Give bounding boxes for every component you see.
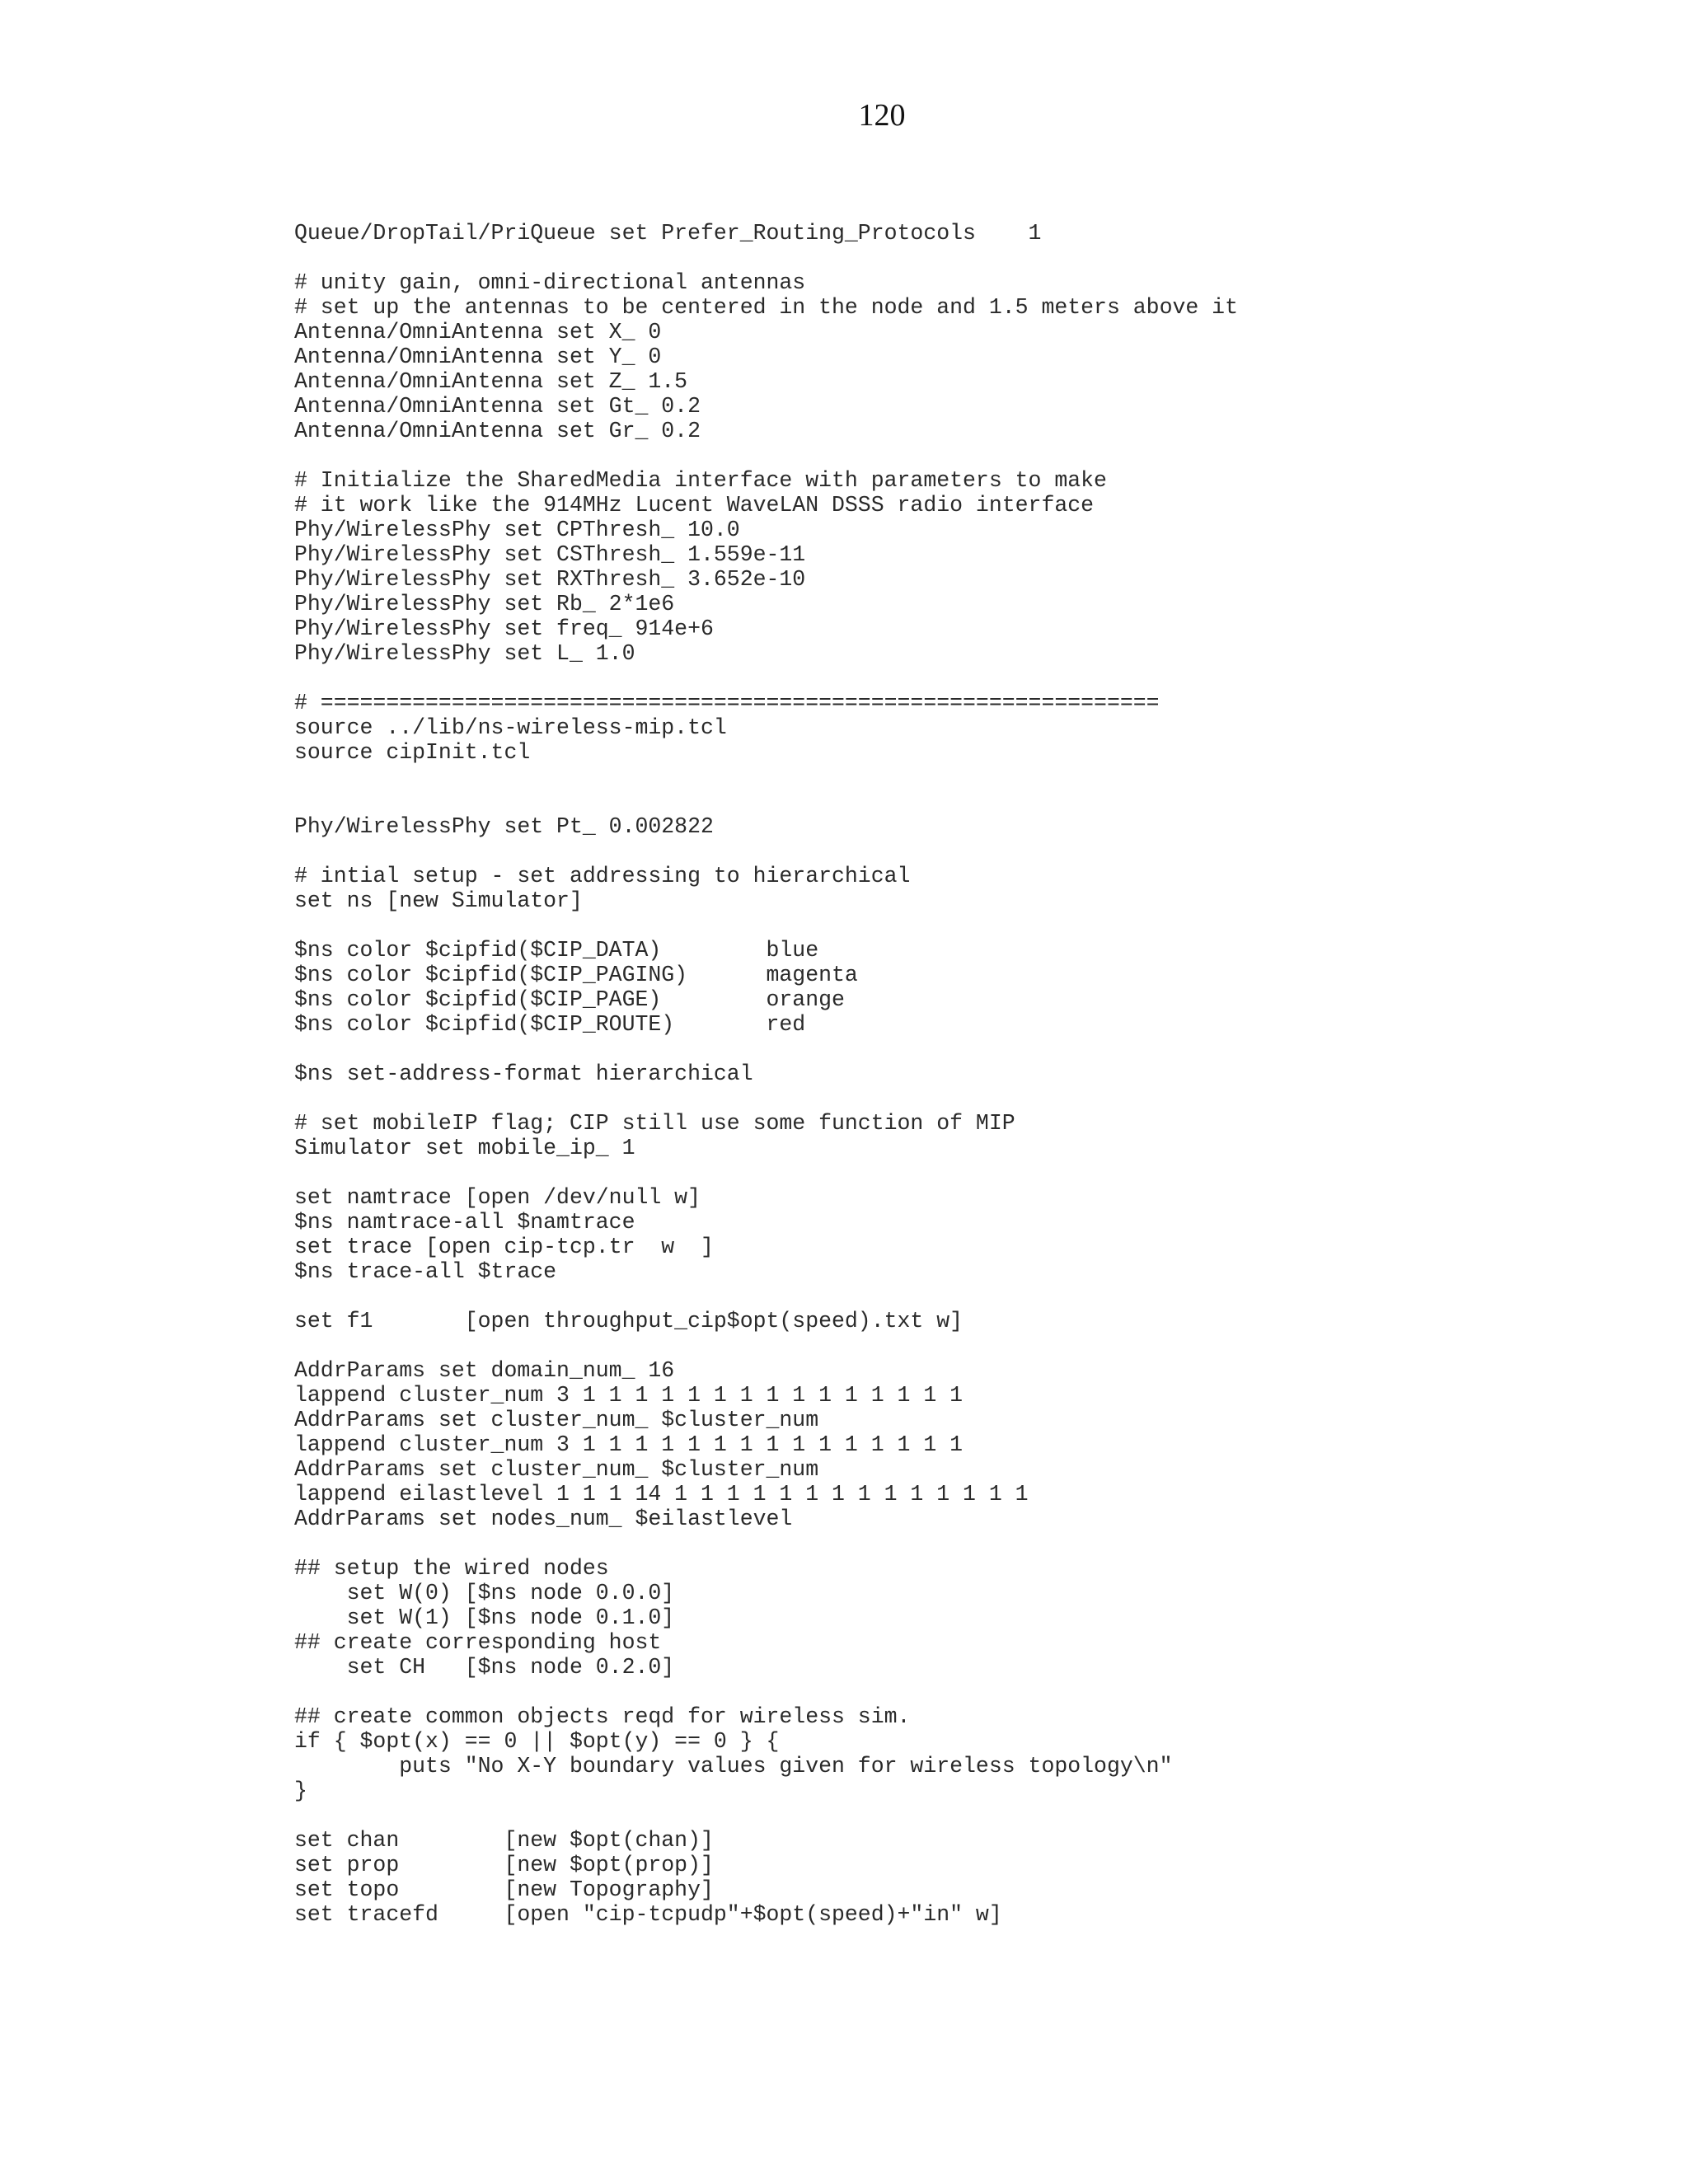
code-line: Antenna/OmniAntenna set X_ 0 (294, 320, 662, 344)
code-line: $ns namtrace-all $namtrace (294, 1210, 635, 1235)
code-line: Phy/WirelessPhy set L_ 1.0 (294, 641, 635, 666)
code-line (294, 1333, 1654, 1358)
code-line: # unity gain, omni-directional antennas (294, 270, 806, 295)
code-line: if { $opt(x) == 0 || $opt(y) == 0 } { (294, 1729, 780, 1754)
code-line: set prop [new $opt(prop)] (294, 1853, 714, 1877)
code-line: $ns color $cipfid($CIP_ROUTE) red (294, 1012, 806, 1037)
code-line (294, 1803, 1654, 1828)
code-line: set namtrace [open /dev/null w] (294, 1185, 701, 1210)
code-line: Phy/WirelessPhy set CPThresh_ 10.0 (294, 518, 740, 542)
code-line: AddrParams set domain_num_ 16 (294, 1358, 675, 1383)
code-line: Queue/DropTail/PriQueue set Prefer_Routing_Protocols 1 (294, 221, 1042, 246)
code-line: # set mobileIP flag; CIP still use some function of MIP (294, 1111, 1015, 1136)
code-line: Antenna/OmniAntenna set Y_ 0 (294, 344, 662, 369)
code-line (294, 913, 1654, 938)
code-line: lappend cluster_num 3 1 1 1 1 1 1 1 1 1 1 1 1 1 1 1 (294, 1383, 964, 1408)
code-line (294, 246, 1654, 270)
code-line: $ns color $cipfid($CIP_DATA) blue (294, 938, 819, 963)
code-line: } (294, 1779, 307, 1803)
code-line: ## create common objects reqd for wireless sim. (294, 1704, 911, 1729)
code-line: AddrParams set cluster_num_ $cluster_num (294, 1457, 819, 1482)
code-line: # intial setup - set addressing to hierarchical (294, 864, 911, 888)
code-line: Phy/WirelessPhy set Rb_ 2*1e6 (294, 592, 675, 616)
code-line: Antenna/OmniAntenna set Gr_ 0.2 (294, 419, 701, 443)
code-line: # Initialize the SharedMedia interface with parameters to make (294, 468, 1107, 493)
code-line: Phy/WirelessPhy set freq_ 914e+6 (294, 616, 714, 641)
code-line: puts "No X-Y boundary values given for wireless topology\n" (294, 1754, 1173, 1779)
code-line: set f1 [open throughput_cip$opt(speed).txt w] (294, 1309, 964, 1333)
code-line: ## setup the wired nodes (294, 1556, 609, 1581)
page-number: 120 (858, 98, 906, 133)
code-line: set trace [open cip-tcp.tr w ] (294, 1235, 714, 1259)
code-line: $ns trace-all $trace (294, 1259, 557, 1284)
code-line: # it work like the 914MHz Lucent WaveLAN DSSS radio interface (294, 493, 1095, 518)
code-line: source ../lib/ns-wireless-mip.tcl (294, 715, 727, 740)
code-line: set W(0) [$ns node 0.0.0] (294, 1581, 675, 1605)
code-line: lappend cluster_num 3 1 1 1 1 1 1 1 1 1 1 1 1 1 1 1 (294, 1432, 964, 1457)
code-line: lappend eilastlevel 1 1 1 14 1 1 1 1 1 1 1 1 1 1 1 1 1 1 (294, 1482, 1029, 1507)
code-line (294, 790, 1654, 814)
code-line: ## create corresponding host (294, 1630, 662, 1655)
code-line (294, 1284, 1654, 1309)
code-line: set chan [new $opt(chan)] (294, 1828, 714, 1853)
code-line: set W(1) [$ns node 0.1.0] (294, 1605, 675, 1630)
code-line: set ns [new Simulator] (294, 888, 583, 913)
code-line: $ns color $cipfid($CIP_PAGE) orange (294, 987, 845, 1012)
code-line (294, 1531, 1654, 1556)
code-line: AddrParams set nodes_num_ $eilastlevel (294, 1507, 793, 1531)
code-listing (294, 221, 1654, 1927)
code-line: source cipInit.tcl (294, 740, 531, 765)
code-line (294, 839, 1654, 864)
code-line: set CH [$ns node 0.2.0] (294, 1655, 675, 1680)
code-line (294, 1037, 1654, 1062)
code-line: Phy/WirelessPhy set RXThresh_ 3.652e-10 (294, 567, 806, 592)
code-line: set tracefd [open "cip-tcpudp"+$opt(speed)+"in" w] (294, 1902, 1002, 1927)
code-line: AddrParams set cluster_num_ $cluster_num (294, 1408, 819, 1432)
code-line: Antenna/OmniAntenna set Gt_ 0.2 (294, 394, 701, 419)
code-line: # ================================================================ (294, 691, 1160, 715)
code-line (294, 765, 1654, 790)
code-line: $ns set-address-format hierarchical (294, 1062, 753, 1086)
code-line: Simulator set mobile_ip_ 1 (294, 1136, 635, 1160)
code-line: # set up the antennas to be centered in the node and 1.5 meters above it (294, 295, 1238, 320)
code-line (294, 1086, 1654, 1111)
code-line: Antenna/OmniAntenna set Z_ 1.5 (294, 369, 688, 394)
code-line (294, 1680, 1654, 1704)
code-line (294, 666, 1654, 691)
code-line: set topo [new Topography] (294, 1877, 714, 1902)
code-line (294, 443, 1654, 468)
code-line: Phy/WirelessPhy set Pt_ 0.002822 (294, 814, 714, 839)
code-line: $ns color $cipfid($CIP_PAGING) magenta (294, 963, 858, 987)
code-line (294, 1160, 1654, 1185)
code-line: Phy/WirelessPhy set CSThresh_ 1.559e-11 (294, 542, 806, 567)
